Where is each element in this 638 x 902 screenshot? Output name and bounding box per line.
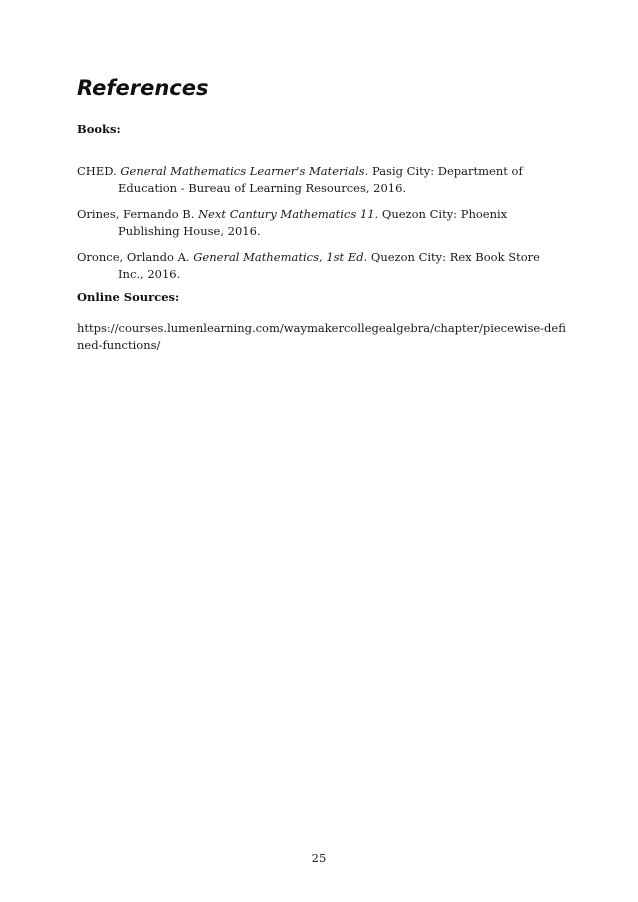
online-sources-heading: Online Sources:: [77, 290, 180, 304]
reference-author: Oronce, Orlando A.: [77, 250, 190, 264]
reference-title: General Mathematics Learner's Materials.: [120, 164, 369, 178]
online-source-url[interactable]: https://courses.lumenlearning.com/waymakercollegealgebra/chapter/piecewise-defined-functions/: [77, 321, 566, 352]
books-heading: Books:: [77, 122, 121, 136]
reference-title: Next Cantury Mathematics 11.: [198, 207, 379, 221]
reference-author: CHED.: [77, 164, 117, 178]
reference-entry: [77, 163, 567, 196]
reference-title: General Mathematics, 1st Ed.: [193, 250, 368, 264]
reference-publication: Quezon City: Phoenix Publishing House, 2016.: [118, 207, 508, 238]
reference-entry: [77, 249, 567, 282]
page-title: References: [77, 76, 209, 100]
reference-publication: Pasig City: Department of Education - Bureau of Learning Resources, 2016.: [118, 164, 523, 195]
reference-entry: [77, 206, 567, 239]
reference-author: Orines, Fernando B.: [77, 207, 195, 221]
books-reference-list: [77, 163, 567, 292]
page-number: 25: [311, 851, 327, 865]
reference-publication: Quezon City: Rex Book Store Inc., 2016.: [118, 250, 540, 281]
